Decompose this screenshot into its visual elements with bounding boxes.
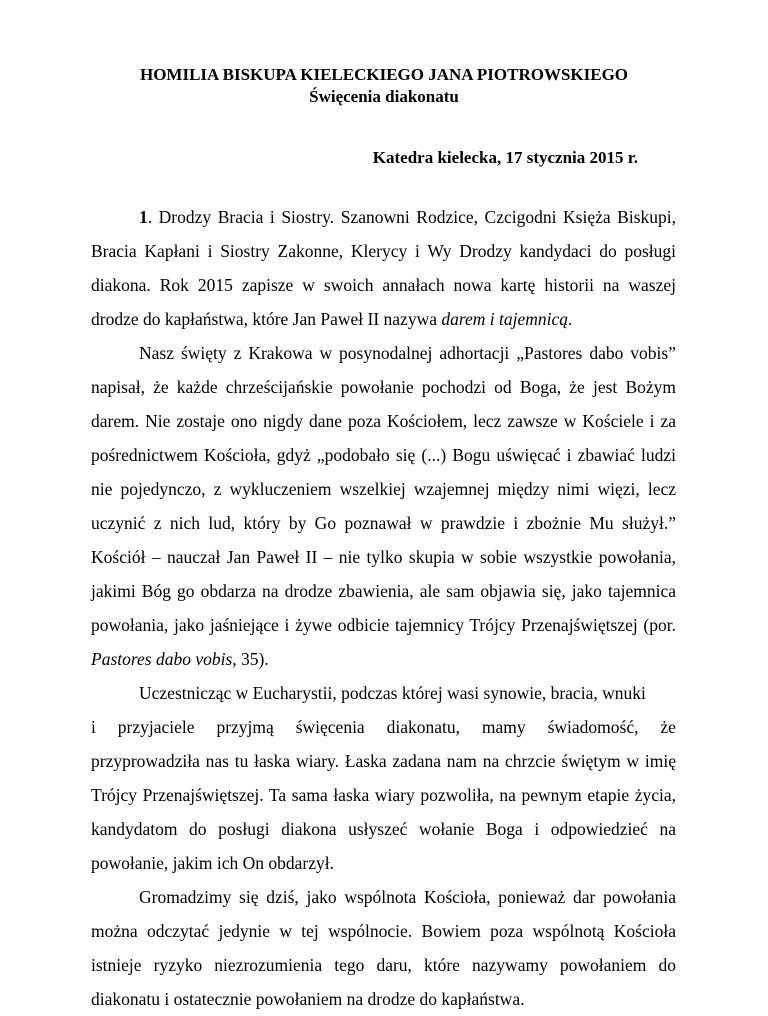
italic-citation: Pastores dabo vobis xyxy=(91,649,233,669)
word: święcenia xyxy=(295,717,365,737)
document-subtitle: Święcenia diakonatu xyxy=(309,87,459,106)
paragraph-4: Gromadzimy się dziś, jako wspólnota Kościoła, ponieważ dar powołania można odczytać jedynie w tej wspólnocie. Bowiem poza wspólnotą Kościoła istnieje ryzyko niezrozumienia tego daru, które nazywamy powołaniem do diakonatu i ostatecznie powołaniem na drodze do kapłaństwa. xyxy=(91,887,676,1009)
paragraph-text-end: . xyxy=(568,309,573,329)
paragraph-3-line-1: Uczestnicząc w Eucharystii, podczas której wasi synowie, bracia, wnuki xyxy=(139,683,646,703)
word: diakonatu, xyxy=(386,717,460,737)
italic-phrase: darem i tajemnicą xyxy=(441,309,569,329)
word: i xyxy=(91,717,96,737)
place-date: Katedra kielecka, 17 stycznia 2015 r. xyxy=(372,148,638,167)
paragraph-2 xyxy=(91,336,676,676)
paragraph-text-end: , 35). xyxy=(232,649,269,669)
paragraph-3-line-2 xyxy=(91,710,676,744)
word: przyjaciele xyxy=(117,717,195,737)
paragraph-text: Nasz święty z Krakowa w posynodalnej adhortacji „Pastores dabo vobis” napisał, że każde chrześcijańskie powołanie pochodzi od Boga, że jest Bożym darem. Nie zostaje ono nigdy dane poza Kościołem, lecz zawsze w Kościele i za pośrednictwem Kościoła, gdyż „podobało się (...) Bogu uświęcać i zbawiać ludzi nie pojedynczo, z wykluczeniem wszelkiej wzajemnej między nimi więzi, lecz uczynić z nich lud, który by Go poznawał w prawdzie i zbożnie Mu służył.” Kościół – nauczał Jan Paweł II – nie tylko skupia w sobie wszystkie powołania, jakimi Bóg go obdarza na drodze zbawienia, ale sam objawia się, jako tajemnica powołania, jako jaśniejące i żywe odbicie tajemnicy Trójcy Przenajświętszej (por. xyxy=(91,343,676,635)
paragraph-number: 1 xyxy=(139,207,148,227)
paragraph-text: . Drodzy Bracia i Siostry. Szanowni Rodzice, Czcigodni Księża Biskupi, Bracia Kapłani i Siostry Zakonne, Klerycy i Wy Drodzy kandydaci do posługi diakona. Rok 2015 zapisze w swoich annałach nowa kartę historii na waszej drodze do kapłaństwa, które Jan Paweł II nazywa xyxy=(91,207,676,329)
paragraph-1 xyxy=(91,200,676,336)
word: że xyxy=(660,717,676,737)
word: świadomość, xyxy=(547,717,639,737)
paragraph-3-rest: przyprowadziła nas tu łaska wiary. Łaska zadana nam na chrzcie świętym w imię Trójcy Przenajświętszej. Ta sama łaska wiary pozwoliła, na pewnym etapie życia, kandydatom do posługi diakona usłyszeć wołanie Boga i odpowiedzieć na powołanie, jakim ich On obdarzył. xyxy=(91,751,676,873)
homily-body xyxy=(91,200,676,1016)
document-title: HOMILIA BISKUPA KIELECKIEGO JANA PIOTROWSKIEGO xyxy=(139,65,629,84)
word: przyjmą xyxy=(216,717,274,737)
word: mamy xyxy=(481,717,526,737)
